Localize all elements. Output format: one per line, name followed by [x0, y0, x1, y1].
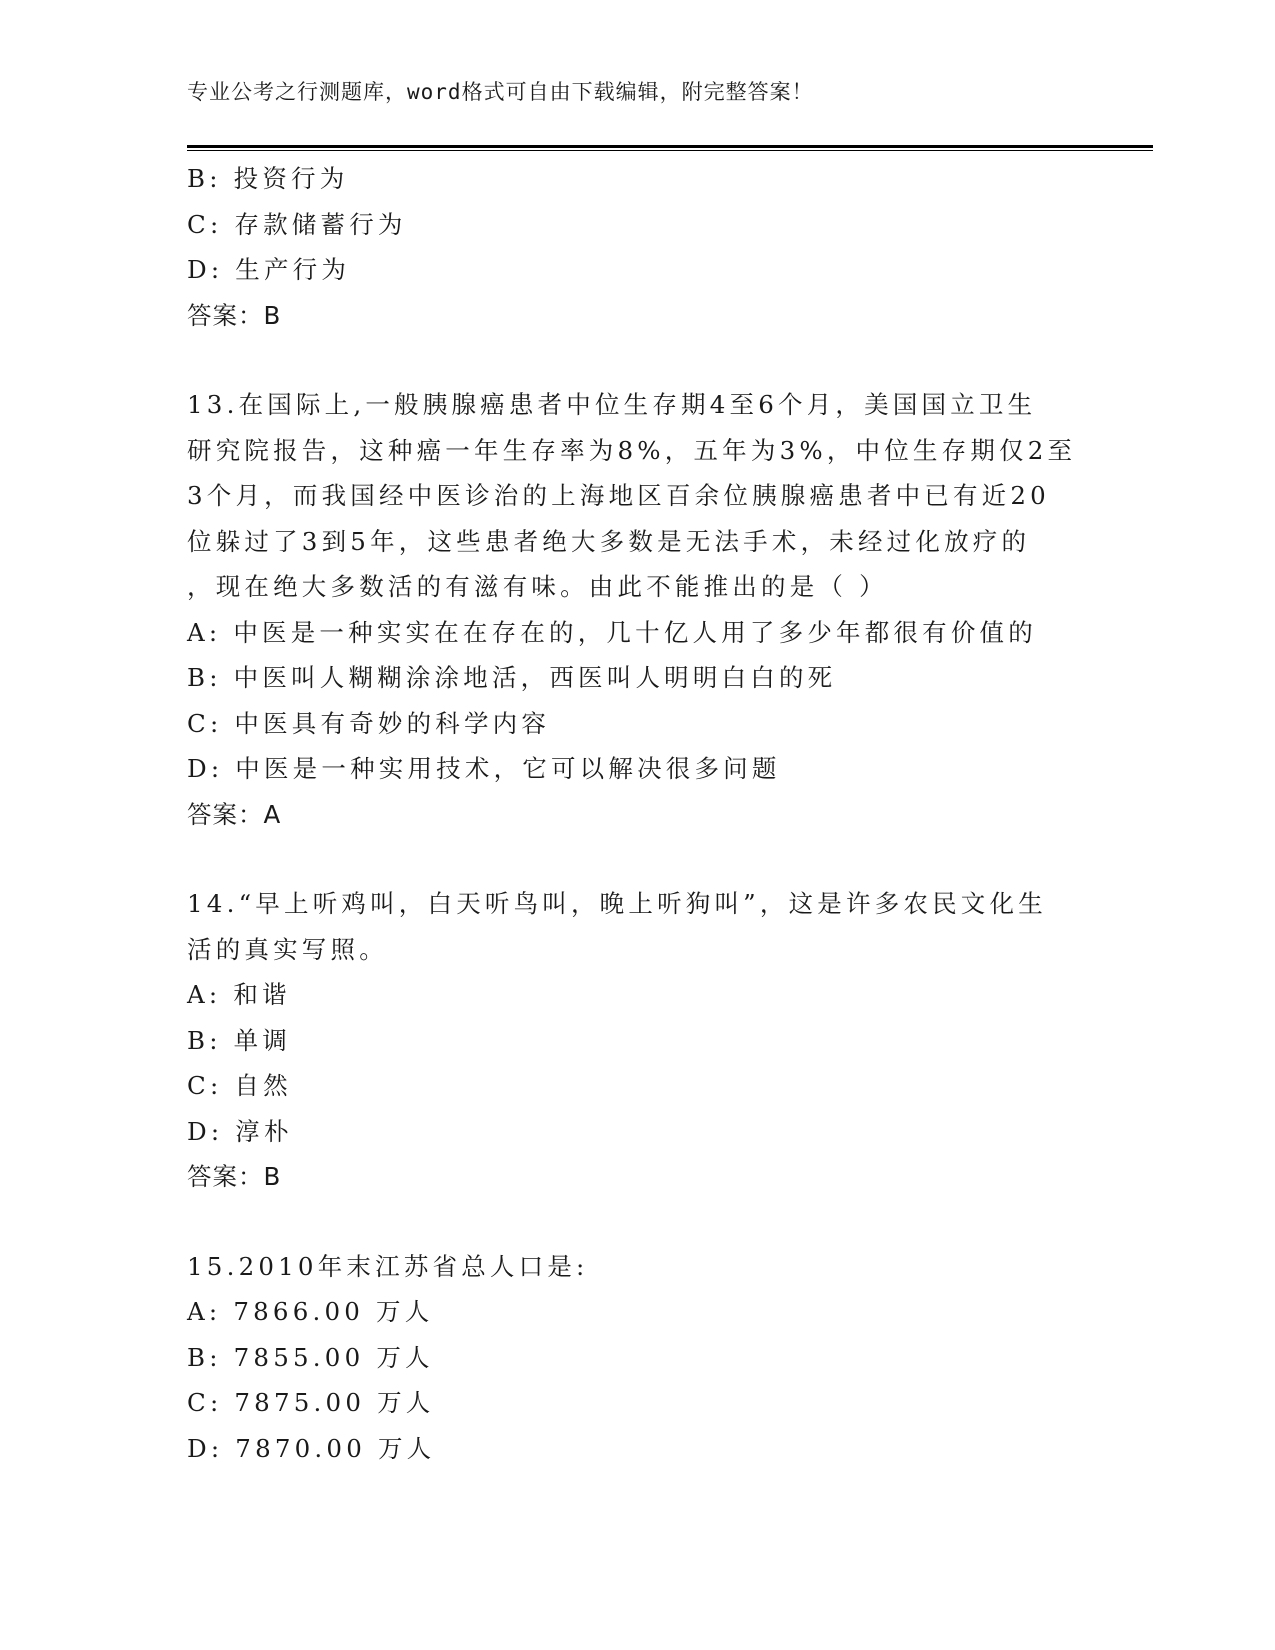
- question-12-tail: [187, 156, 1087, 338]
- option-d: D: 淳朴: [187, 1116, 293, 1146]
- option-d: D: 7870.00 万人: [187, 1433, 436, 1463]
- option-d: D: 中医是一种实用技术，它可以解决很多问题: [187, 754, 781, 783]
- option-b: B: 7855.00 万人: [187, 1342, 434, 1372]
- answer-line: 答案：A: [187, 799, 282, 829]
- spacer: [187, 1200, 1087, 1244]
- option-c: C: 7875.00 万人: [187, 1388, 435, 1417]
- question-stem-line: 14.“早上听鸡叫，白天听鸟叫，晚上听狗叫”，这是许多农民文化生: [187, 889, 1047, 918]
- option-c: C: 中医具有奇妙的科学内容: [187, 708, 551, 738]
- question-content: [187, 156, 1087, 1471]
- option-c: C: 自然: [187, 1071, 292, 1100]
- question-stem-line: 3个月，而我国经中医诊治的上海地区百余位胰腺癌患者中已有近20: [187, 481, 1050, 510]
- option-a: A: 中医是一种实实在在存在的，几十亿人用了多少年都很有价值的: [187, 617, 1037, 647]
- question-stem-line: 活的真实写照。: [187, 934, 388, 964]
- option-a: A: 和谐: [187, 980, 291, 1009]
- question-stem-line: 15.2010年末江苏省总人口是:: [187, 1251, 589, 1281]
- header-rule-thin: [187, 150, 1153, 151]
- option-b: B: 中医叫人糊糊涂涂地活，西医叫人明明白白的死: [187, 663, 837, 692]
- page-header: 专业公考之行测题库，word格式可自由下载编辑，附完整答案！: [187, 80, 814, 104]
- question-stem-line: 位躲过了3到5年，这些患者绝大多数是无法手术，未经过化放疗的: [187, 526, 1031, 556]
- question-15: [187, 1244, 1087, 1472]
- answer-line: 答案：B: [187, 1162, 282, 1191]
- option-c: C: 存款储蓄行为: [187, 209, 407, 239]
- question-13: [187, 382, 1087, 837]
- question-14: [187, 881, 1087, 1200]
- spacer: [187, 837, 1087, 881]
- answer-line: 答案：B: [187, 300, 282, 330]
- option-b: B: 投资行为: [187, 164, 349, 193]
- question-stem-line: 研究院报告，这种癌一年生存率为8%，五年为3%，中位生存期仅2至: [187, 435, 1077, 465]
- question-stem-line: 13.在国际上,一般胰腺癌患者中位生存期4至6个月，美国国立卫生: [187, 390, 1037, 419]
- option-b: B: 单调: [187, 1025, 292, 1055]
- question-stem-line: ，现在绝大多数活的有滋有味。由此不能推出的是（ ）: [187, 572, 888, 601]
- header-rule-thick: [187, 145, 1153, 148]
- option-d: D: 生产行为: [187, 255, 351, 284]
- option-a: A: 7866.00 万人: [187, 1297, 434, 1326]
- spacer: [187, 338, 1087, 382]
